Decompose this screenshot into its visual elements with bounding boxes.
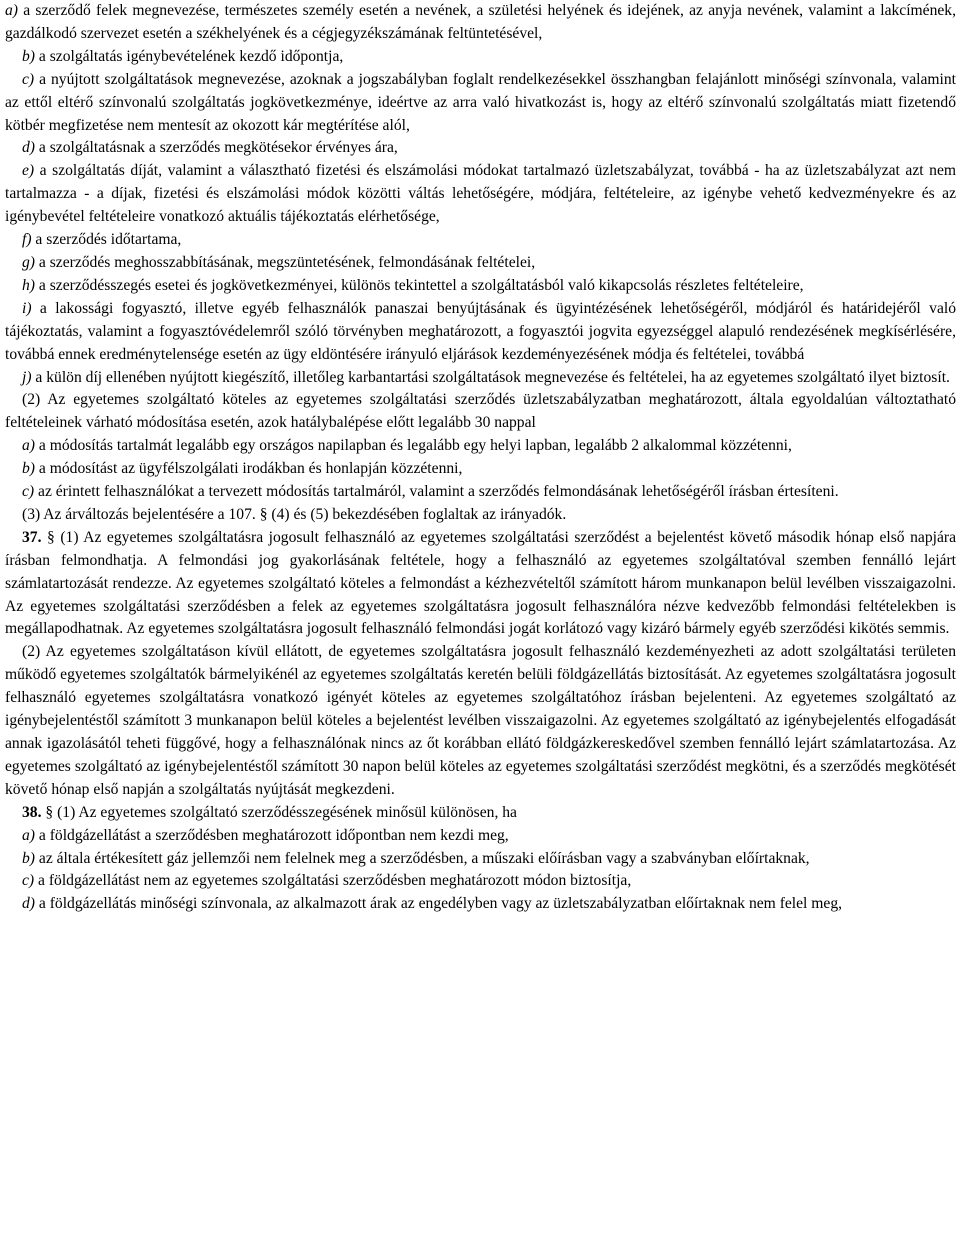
paragraph: [5, 458, 956, 481]
paragraph: [5, 435, 956, 458]
paragraph: [5, 367, 956, 390]
paragraph: [5, 298, 956, 367]
paragraph: [5, 229, 956, 252]
item-label: c): [22, 483, 35, 501]
item-label: b): [22, 47, 35, 65]
item-label: j): [22, 368, 32, 386]
paragraph-text: a szolgáltatásnak a szerződés megkötésekor érvényes ára,: [35, 139, 398, 157]
paragraph-text: a szolgáltatás díját, valamint a választható fizetési és elszámolási módokat tartalmazó üzletszabályzat, továbbá - ha az üzletszabályzat azt nem tartalmazza - a díjak, fizetési és elszámolási módok közötti váltás lehetőségére, módjára, feltételeire, az igénybe vehető kedvezményekre és az igénybevétel feltételeire vonatkozó aktuális tájékoztatás elérhetősége,: [5, 162, 956, 226]
paragraph: [5, 825, 956, 848]
paragraph-text: a szolgáltatás igénybevételének kezdő időpontja,: [35, 47, 344, 65]
paragraph: [5, 0, 956, 46]
item-label: i): [22, 299, 32, 317]
paragraph: [5, 252, 956, 275]
paragraph-text: (3) Az árváltozás bejelentésére a 107. § (4) és (5) bekezdésében foglaltak az irányadók.: [22, 505, 567, 523]
paragraph-text: (2) Az egyetemes szolgáltatáson kívül ellátott, de egyetemes szolgáltatásra jogosult felhasználó kezdeményezheti az adott szolgáltatási területen működő egyetemes szolgáltatók bármelyikénél az egyetemes szolgáltatás keretén belüli földgázellátás biztosítását. Az egyetemes szolgáltatásra jogosult felhasználó egyetemes szolgáltatásra vonatkozó igényét köteles az egyetemes szolgáltatóhoz írásban bejelenteni. Az egyetemes szolgáltató az igénybejelentéstől számított 3 munkanapon belül köteles a bejelentést levélben visszaigazolni. Az egyetemes szolgáltató az igénybejelentés elfogadását annak igazolásától teheti függővé, hogy a felhasználónak nincs az őt korábban ellátó földgázkereskedővel szemben fennálló lejárt számlatartozása. Az egyetemes szolgáltató az igénybejelentéstől számított 30 napon belül köteles az egyetemes szolgáltatási szerződést megkötni, és a szerződés megkötését követő hónap első napján a szolgáltatás nyújtását megkezdeni.: [5, 643, 956, 798]
item-label: a): [22, 437, 35, 455]
paragraph-text: a módosítás tartalmát legalább egy országos napilapban és legalább egy helyi lapban, legalább 2 alkalommal közzétenni,: [35, 437, 792, 455]
paragraph: [5, 275, 956, 298]
paragraph: [5, 46, 956, 69]
item-label: c): [22, 70, 35, 88]
paragraph-text: (2) Az egyetemes szolgáltató köteles az egyetemes szolgáltatási szerződés üzletszabályzatban meghatározott, általa egyoldalúan változtatható feltételeinek várható módosítása esetén, azok hatálybalépése előtt legalább 30 nappal: [5, 391, 956, 432]
item-label: g): [22, 253, 35, 271]
item-label: d): [22, 895, 35, 913]
paragraph: [5, 389, 956, 435]
item-label: b): [22, 460, 35, 478]
item-label: f): [22, 231, 32, 249]
paragraph-text: a földgázellátást a szerződésben meghatározott időpontban nem kezdi meg,: [35, 826, 509, 844]
paragraph-text: a nyújtott szolgáltatások megnevezése, azoknak a jogszabályban foglalt rendelkezésekkel összhangban felajánlott minőségi színvonala, valamint az ettől eltérő színvonalú szolgáltatás jogkövetkezménye, ideértve az arra való hivatkozást is, hogy az eltérő színvonalú szolgáltatás miatt fizetendő kötbér megfizetése nem mentesít az okozott kár megtérítése alól,: [5, 70, 956, 134]
section-number: 38.: [22, 803, 42, 821]
section-paragraph: [5, 802, 956, 825]
paragraph-text: § (1) Az egyetemes szolgáltató szerződésszegésének minősül különösen, ha: [41, 803, 517, 821]
item-label: h): [22, 276, 35, 294]
paragraph-text: a külön díj ellenében nyújtott kiegészítő, illetőleg karbantartási szolgáltatások megnevezése és feltételei, ha az egyetemes szolgáltató ilyet biztosít.: [31, 368, 950, 386]
paragraph-text: a szerződésszegés esetei és jogkövetkezményei, különös tekintettel a szolgáltatásból való kikapcsolás részletes feltételeire,: [35, 276, 804, 294]
paragraph-text: a lakossági fogyasztó, illetve egyéb felhasználók panaszai benyújtásának és ügyintézésének lehetőségéről, módjáról és határidejéről való tájékoztatás, valamint a fogyasztóvédelemről szóló törvényben meghatározott, a fogyasztói jogvita egyezséggel alapuló rendezésének megkísérlésére, továbbá ennek eredménytelensége esetén az ügy eldöntésére irányuló eljárások kezdeményezésének módja és feltételei, továbbá: [5, 299, 956, 363]
item-label: e): [22, 162, 35, 180]
section-paragraph: [5, 527, 956, 642]
paragraph: [5, 893, 956, 916]
item-label: c): [22, 872, 35, 890]
item-label: b): [22, 849, 35, 867]
paragraph-text: az általa értékesített gáz jellemzői nem felelnek meg a szerződésben, a műszaki előírásban vagy a szabványban előírtaknak,: [35, 849, 810, 867]
paragraph: [5, 69, 956, 138]
paragraph-text: § (1) Az egyetemes szolgáltatásra jogosult felhasználó az egyetemes szolgáltatási szerződést a bejelentést követő második hónap első napjára írásban felmondhatja. A felmondási jog gyakorlásának feltétele, hogy a felhasználó az egyetemes szolgáltatóval szemben fennálló lejárt számlatartozását rendezze. Az egyetemes szolgáltató köteles a felmondást a kézhezvételtől számított három munkanapon belül levélben visszaigazolni. Az egyetemes szolgáltatási szerződésben a felek az egyetemes szolgáltatásra jogosult felhasználóra nézve kedvezőbb felmondási feltételekben is megállapodhatnak. Az egyetemes szolgáltatásra jogosult felhasználó felmondási jogát korlátozó vagy kizáró bármely egyéb szerződési kikötés semmis.: [5, 528, 956, 638]
paragraph: [5, 160, 956, 229]
section-number: 37.: [22, 528, 42, 546]
paragraph-text: az érintett felhasználókat a tervezett módosítás tartalmáról, valamint a szerződés felmondásának lehetőségéről írásban értesíteni.: [34, 483, 839, 501]
paragraph: [5, 870, 956, 893]
paragraph-text: a földgázellátás minőségi színvonala, az alkalmazott árak az engedélyben vagy az üzletszabályzatban előírtaknak nem felel meg,: [35, 895, 843, 913]
paragraph: [5, 641, 956, 801]
item-label: a): [22, 826, 35, 844]
paragraph: [5, 848, 956, 871]
paragraph: [5, 137, 956, 160]
paragraph-text: a földgázellátást nem az egyetemes szolgáltatási szerződésben meghatározott módon biztosítja,: [34, 872, 632, 890]
item-label: a): [5, 2, 18, 19]
paragraph: [5, 481, 956, 504]
paragraph-text: a szerződő felek megnevezése, természetes személy esetén a nevének, a születési helyének és idejének, az anyja nevének, valamint a lakcímének, gazdálkodó szervezet esetén a székhelyének és a cégjegyzékszámának feltüntetésével,: [5, 2, 956, 42]
paragraph: [5, 504, 956, 527]
paragraph-text: a szerződés időtartama,: [31, 231, 182, 249]
item-label: d): [22, 139, 35, 157]
paragraph-text: a módosítást az ügyfélszolgálati irodákban és honlapján közzétenni,: [35, 460, 463, 478]
paragraph-text: a szerződés meghosszabbításának, megszüntetésének, felmondásának feltételei,: [35, 253, 536, 271]
